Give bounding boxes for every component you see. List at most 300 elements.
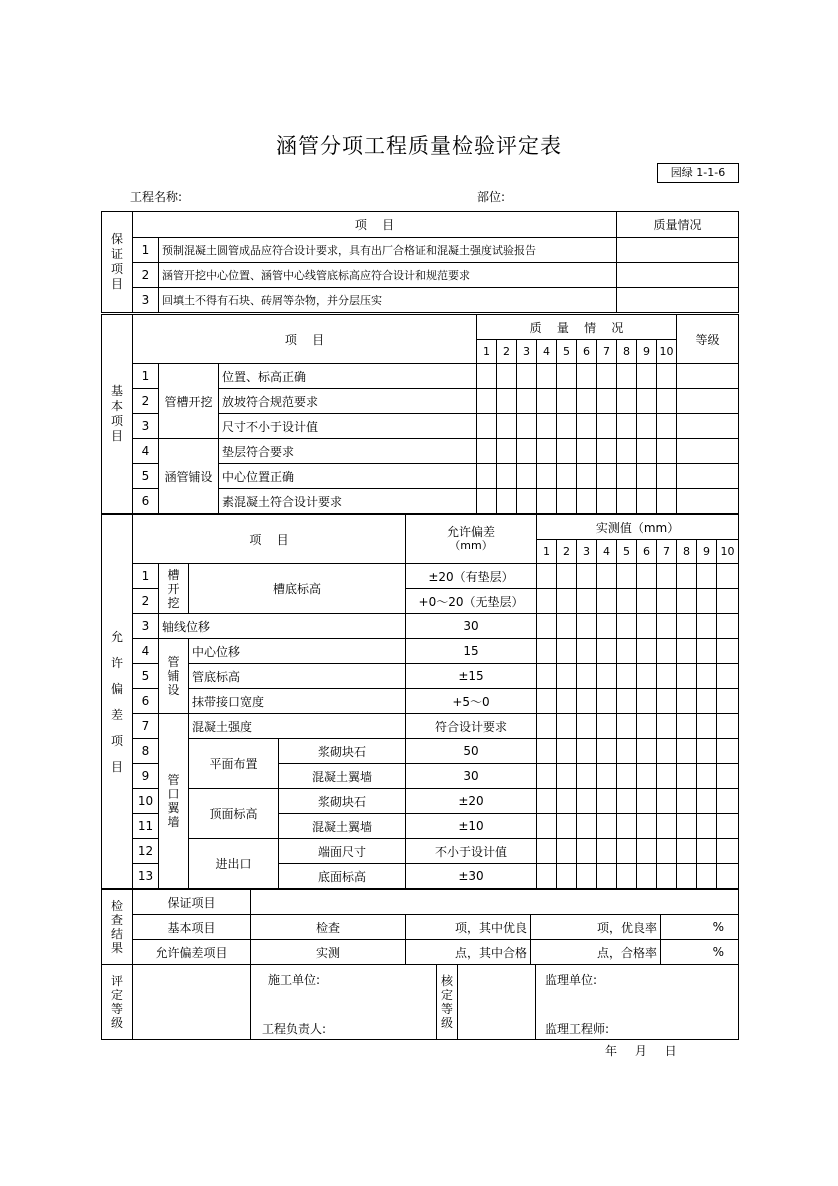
- result-basic-check: 检查: [251, 915, 406, 940]
- basic-quality-cell[interactable]: [617, 364, 637, 389]
- result-guarantee-value[interactable]: [251, 890, 739, 915]
- basic-grade-cell[interactable]: [677, 489, 739, 514]
- basic-row-text: 尺寸不小于设计值: [219, 414, 477, 439]
- basic-row-no: 5: [133, 464, 159, 489]
- basic-row-no: 1: [133, 364, 159, 389]
- deviation-row-no: 11: [133, 814, 159, 839]
- basic-quality-cell[interactable]: [597, 414, 617, 439]
- measured-value-cell[interactable]: [697, 639, 717, 664]
- basic-quality-cell[interactable]: [537, 364, 557, 389]
- form-code-badge: 园绿 1-1-6: [657, 163, 739, 183]
- basic-quality-cell[interactable]: [597, 489, 617, 514]
- deviation-subitem: 浆砌块石: [279, 739, 406, 764]
- measured-value-cell[interactable]: [537, 614, 557, 639]
- measured-value-cell[interactable]: [537, 739, 557, 764]
- basic-quality-cell[interactable]: [637, 389, 657, 414]
- measured-value-cell[interactable]: [557, 814, 577, 839]
- measured-value-cell[interactable]: [697, 864, 717, 889]
- measured-value-cell[interactable]: [697, 764, 717, 789]
- basic-items-table: [101, 314, 739, 514]
- deviation-item: 抹带接口宽度: [189, 689, 406, 714]
- basic-quality-cell[interactable]: [477, 489, 497, 514]
- measured-value-cell[interactable]: [577, 839, 597, 864]
- measured-value-cell[interactable]: [677, 789, 697, 814]
- basic-quality-cell[interactable]: [517, 389, 537, 414]
- measured-value-cell[interactable]: [537, 764, 557, 789]
- measured-value-cell[interactable]: [577, 639, 597, 664]
- measured-value-cell[interactable]: [557, 714, 577, 739]
- basic-col-header: 6: [577, 340, 597, 364]
- measured-col-header: 7: [657, 540, 677, 564]
- measured-value-cell[interactable]: [597, 664, 617, 689]
- basic-quality-cell[interactable]: [477, 364, 497, 389]
- measured-value-cell[interactable]: [637, 739, 657, 764]
- basic-row-text: 素混凝土符合设计要求: [219, 489, 477, 514]
- basic-quality-cell[interactable]: [617, 439, 637, 464]
- basic-quality-cell[interactable]: [517, 439, 537, 464]
- basic-grade-cell[interactable]: [677, 464, 739, 489]
- measured-value-cell[interactable]: [597, 764, 617, 789]
- basic-quality-cell[interactable]: [657, 414, 677, 439]
- measured-value-cell[interactable]: [577, 739, 597, 764]
- measured-value-cell[interactable]: [697, 689, 717, 714]
- measured-value-cell[interactable]: [657, 764, 677, 789]
- deviation-subgroup: 顶面标高: [189, 789, 279, 839]
- guarantee-header-item: 项 目: [133, 212, 617, 238]
- measured-value-cell[interactable]: [677, 639, 697, 664]
- guarantee-row-no: 3: [133, 288, 159, 313]
- measured-value-cell[interactable]: [577, 689, 597, 714]
- deviation-subgroup: 进出口: [189, 839, 279, 889]
- basic-quality-cell[interactable]: [537, 464, 557, 489]
- measured-col-header: 8: [677, 540, 697, 564]
- measured-value-cell[interactable]: [697, 664, 717, 689]
- basic-quality-cell[interactable]: [537, 389, 557, 414]
- basic-quality-cell[interactable]: [597, 364, 617, 389]
- measured-value-cell[interactable]: [617, 714, 637, 739]
- measured-value-cell[interactable]: [557, 614, 577, 639]
- basic-quality-cell[interactable]: [497, 464, 517, 489]
- basic-quality-cell[interactable]: [497, 389, 517, 414]
- measured-value-cell[interactable]: [577, 589, 597, 614]
- basic-row-text: 中心位置正确: [219, 464, 477, 489]
- measured-value-cell[interactable]: [717, 639, 739, 664]
- basic-grade-cell[interactable]: [677, 364, 739, 389]
- measured-value-cell[interactable]: [617, 739, 637, 764]
- measured-value-cell[interactable]: [577, 714, 597, 739]
- basic-quality-cell[interactable]: [557, 414, 577, 439]
- tolerance-value: 不小于设计值: [406, 839, 537, 864]
- measured-col-header: 3: [577, 540, 597, 564]
- deviation-row-no: 6: [133, 689, 159, 714]
- deviation-item: 混凝土强度: [189, 714, 406, 739]
- measured-value-cell[interactable]: [637, 714, 657, 739]
- measured-value-cell[interactable]: [657, 589, 677, 614]
- basic-quality-cell[interactable]: [657, 389, 677, 414]
- basic-group-name: 管槽开挖: [159, 364, 219, 439]
- basic-quality-cell[interactable]: [657, 464, 677, 489]
- basic-quality-cell[interactable]: [537, 414, 557, 439]
- measured-value-cell[interactable]: [677, 839, 697, 864]
- tolerance-value: +0～20（无垫层）: [406, 589, 537, 614]
- measured-value-cell[interactable]: [697, 789, 717, 814]
- measured-value-cell[interactable]: [597, 739, 617, 764]
- deviation-row-no: 10: [133, 789, 159, 814]
- measured-value-cell[interactable]: [697, 564, 717, 589]
- basic-col-header: 8: [617, 340, 637, 364]
- deviation-item: 管底标高: [189, 664, 406, 689]
- measured-value-cell[interactable]: [557, 739, 577, 764]
- measured-value-cell[interactable]: [717, 864, 739, 889]
- measured-value-cell[interactable]: [597, 714, 617, 739]
- verify-grade-cell[interactable]: [458, 965, 536, 1040]
- measured-value-cell[interactable]: [677, 764, 697, 789]
- measured-value-cell[interactable]: [657, 864, 677, 889]
- measured-value-cell[interactable]: [677, 714, 697, 739]
- basic-quality-cell[interactable]: [497, 414, 517, 439]
- measured-value-cell[interactable]: [537, 639, 557, 664]
- measured-value-cell[interactable]: [677, 864, 697, 889]
- basic-grade-cell[interactable]: [677, 414, 739, 439]
- basic-quality-cell[interactable]: [557, 389, 577, 414]
- measured-value-cell[interactable]: [557, 639, 577, 664]
- basic-col-header: 9: [637, 340, 657, 364]
- basic-quality-cell[interactable]: [497, 489, 517, 514]
- measured-value-cell[interactable]: [657, 814, 677, 839]
- basic-quality-cell[interactable]: [497, 364, 517, 389]
- basic-quality-cell[interactable]: [517, 364, 537, 389]
- result-deviation-percent: %: [661, 940, 739, 965]
- result-deviation-pass: 点，其中合格: [406, 940, 531, 965]
- guarantee-row-text: 回填土不得有石块、砖屑等杂物，并分层压实: [159, 288, 617, 313]
- measured-value-cell[interactable]: [677, 614, 697, 639]
- measured-value-cell[interactable]: [717, 739, 739, 764]
- tolerance-value: 30: [406, 614, 537, 639]
- tolerance-value: ±10: [406, 814, 537, 839]
- rating-grade-cell[interactable]: [133, 965, 251, 1040]
- measured-value-cell[interactable]: [577, 764, 597, 789]
- basic-quality-cell[interactable]: [577, 464, 597, 489]
- measured-value-cell[interactable]: [557, 839, 577, 864]
- measured-value-cell[interactable]: [657, 839, 677, 864]
- basic-quality-cell[interactable]: [637, 464, 657, 489]
- basic-quality-cell[interactable]: [637, 364, 657, 389]
- measured-value-cell[interactable]: [657, 614, 677, 639]
- guarantee-row-no: 1: [133, 238, 159, 263]
- measured-value-cell[interactable]: [617, 689, 637, 714]
- guarantee-items-table: [101, 211, 739, 313]
- measured-value-cell[interactable]: [537, 789, 557, 814]
- rating-table: [101, 964, 739, 1040]
- basic-row-text: 垫层符合要求: [219, 439, 477, 464]
- measured-value-cell[interactable]: [637, 564, 657, 589]
- measured-value-cell[interactable]: [697, 814, 717, 839]
- measured-value-cell[interactable]: [677, 664, 697, 689]
- basic-header-quality: 质 量 情 况: [477, 315, 677, 340]
- deviation-subitem: 混凝土翼墙: [279, 764, 406, 789]
- measured-value-cell[interactable]: [657, 664, 677, 689]
- basic-quality-cell[interactable]: [537, 439, 557, 464]
- measured-value-cell[interactable]: [617, 664, 637, 689]
- measured-value-cell[interactable]: [717, 839, 739, 864]
- basic-quality-cell[interactable]: [637, 414, 657, 439]
- tolerance-value: ±20: [406, 789, 537, 814]
- measured-value-cell[interactable]: [557, 664, 577, 689]
- deviation-row-no: 1: [133, 564, 159, 589]
- measured-value-cell[interactable]: [697, 614, 717, 639]
- measured-value-cell[interactable]: [557, 864, 577, 889]
- measured-value-cell[interactable]: [537, 564, 557, 589]
- measured-value-cell[interactable]: [637, 589, 657, 614]
- measured-value-cell[interactable]: [657, 564, 677, 589]
- tolerance-value: 符合设计要求: [406, 714, 537, 739]
- basic-quality-cell[interactable]: [657, 489, 677, 514]
- measured-value-cell[interactable]: [597, 564, 617, 589]
- guarantee-row-text: 预制混凝土圆管成品应符合设计要求，具有出厂合格证和混凝土强度试验报告: [159, 238, 617, 263]
- measured-value-cell[interactable]: [637, 689, 657, 714]
- basic-quality-cell[interactable]: [617, 414, 637, 439]
- basic-quality-cell[interactable]: [577, 414, 597, 439]
- deviation-row-no: 4: [133, 639, 159, 664]
- basic-quality-cell[interactable]: [657, 364, 677, 389]
- measured-value-cell[interactable]: [597, 639, 617, 664]
- basic-quality-cell[interactable]: [497, 439, 517, 464]
- measured-value-cell[interactable]: [677, 564, 697, 589]
- measured-value-cell[interactable]: [637, 814, 657, 839]
- deviation-item: 轴线位移: [159, 614, 406, 639]
- measured-value-cell[interactable]: [677, 589, 697, 614]
- verify-grade-side-label: 核定等级: [437, 965, 458, 1040]
- result-deviation-measured: 实测: [251, 940, 406, 965]
- measured-value-cell[interactable]: [537, 839, 557, 864]
- tolerance-value: ±15: [406, 664, 537, 689]
- measured-col-header: 2: [557, 540, 577, 564]
- measured-value-cell[interactable]: [577, 564, 597, 589]
- result-basic-rate: 项，优良率: [531, 915, 661, 940]
- basic-quality-cell[interactable]: [577, 389, 597, 414]
- measured-value-cell[interactable]: [617, 564, 637, 589]
- measured-value-cell[interactable]: [697, 714, 717, 739]
- basic-row-no: 4: [133, 439, 159, 464]
- basic-quality-cell[interactable]: [597, 439, 617, 464]
- measured-value-cell[interactable]: [717, 764, 739, 789]
- measured-value-cell[interactable]: [717, 714, 739, 739]
- result-side-label: 检查结果: [102, 890, 133, 965]
- measured-value-cell[interactable]: [617, 814, 637, 839]
- measured-value-cell[interactable]: [597, 589, 617, 614]
- measured-value-cell[interactable]: [717, 689, 739, 714]
- measured-value-cell[interactable]: [617, 764, 637, 789]
- basic-col-header: 10: [657, 340, 677, 364]
- basic-quality-cell[interactable]: [597, 464, 617, 489]
- measured-value-cell[interactable]: [657, 639, 677, 664]
- measured-value-cell[interactable]: [677, 689, 697, 714]
- basic-quality-cell[interactable]: [637, 489, 657, 514]
- result-guarantee-label: 保证项目: [133, 890, 251, 915]
- basic-quality-cell[interactable]: [597, 389, 617, 414]
- measured-col-header: 6: [637, 540, 657, 564]
- basic-quality-cell[interactable]: [557, 464, 577, 489]
- guarantee-quality-cell[interactable]: [617, 238, 739, 263]
- basic-quality-cell[interactable]: [517, 464, 537, 489]
- deviation-row-no: 13: [133, 864, 159, 889]
- tolerance-value: 50: [406, 739, 537, 764]
- basic-row-no: 6: [133, 489, 159, 514]
- basic-quality-cell[interactable]: [517, 414, 537, 439]
- deviation-row-no: 2: [133, 589, 159, 614]
- basic-quality-cell[interactable]: [577, 439, 597, 464]
- group-pipe-laying: 管铺设: [159, 639, 189, 714]
- measured-value-cell[interactable]: [637, 864, 657, 889]
- basic-grade-cell[interactable]: [677, 439, 739, 464]
- construction-signature-cell: [251, 965, 437, 1040]
- measured-value-cell[interactable]: [597, 814, 617, 839]
- measured-value-cell[interactable]: [637, 764, 657, 789]
- measured-value-cell[interactable]: [697, 589, 717, 614]
- basic-quality-cell[interactable]: [557, 489, 577, 514]
- result-deviation-label: 允许偏差项目: [133, 940, 251, 965]
- measured-value-cell[interactable]: [657, 739, 677, 764]
- measured-value-cell[interactable]: [537, 814, 557, 839]
- basic-quality-cell[interactable]: [617, 489, 637, 514]
- construction-unit-label: 施工单位:: [268, 973, 321, 987]
- measured-value-cell[interactable]: [597, 789, 617, 814]
- measured-value-cell[interactable]: [537, 864, 557, 889]
- result-basic-excellent: 项，其中优良: [406, 915, 531, 940]
- deviation-subitem: 混凝土翼墙: [279, 814, 406, 839]
- basic-quality-cell[interactable]: [477, 414, 497, 439]
- measured-value-cell[interactable]: [577, 814, 597, 839]
- basic-quality-cell[interactable]: [477, 439, 497, 464]
- check-result-table: [101, 889, 739, 965]
- result-basic-percent: %: [661, 915, 739, 940]
- measured-value-cell[interactable]: [637, 639, 657, 664]
- measured-value-cell[interactable]: [717, 564, 739, 589]
- basic-quality-cell[interactable]: [577, 489, 597, 514]
- deviation-subitem: 端面尺寸: [279, 839, 406, 864]
- measured-value-cell[interactable]: [697, 739, 717, 764]
- measured-value-cell[interactable]: [657, 789, 677, 814]
- guarantee-header-quality: 质量情况: [617, 212, 739, 238]
- basic-quality-cell[interactable]: [537, 489, 557, 514]
- measured-value-cell[interactable]: [537, 689, 557, 714]
- basic-quality-cell[interactable]: [477, 389, 497, 414]
- basic-quality-cell[interactable]: [557, 439, 577, 464]
- basic-side-label: 基本项目: [102, 315, 133, 514]
- measured-col-header: 1: [537, 540, 557, 564]
- deviation-subitem: 底面标高: [279, 864, 406, 889]
- measured-value-cell[interactable]: [537, 589, 557, 614]
- basic-row-no: 2: [133, 389, 159, 414]
- measured-value-cell[interactable]: [577, 614, 597, 639]
- measured-value-cell[interactable]: [577, 789, 597, 814]
- rating-side-label: 评定等级: [102, 965, 133, 1040]
- basic-group-name: 涵管铺设: [159, 439, 219, 514]
- group-pipe-wingwall: 管口翼墙: [159, 714, 189, 889]
- basic-quality-cell[interactable]: [657, 439, 677, 464]
- measured-value-cell[interactable]: [637, 839, 657, 864]
- measured-value-cell[interactable]: [617, 589, 637, 614]
- measured-value-cell[interactable]: [557, 589, 577, 614]
- measured-value-cell[interactable]: [697, 839, 717, 864]
- measured-value-cell[interactable]: [557, 764, 577, 789]
- measured-value-cell[interactable]: [577, 864, 597, 889]
- guarantee-quality-cell[interactable]: [617, 288, 739, 313]
- basic-quality-cell[interactable]: [617, 389, 637, 414]
- basic-quality-cell[interactable]: [577, 364, 597, 389]
- deviation-row-no: 8: [133, 739, 159, 764]
- measured-value-cell[interactable]: [717, 814, 739, 839]
- measured-value-cell[interactable]: [617, 614, 637, 639]
- measured-value-cell[interactable]: [617, 839, 637, 864]
- deviation-item: 槽底标高: [189, 564, 406, 614]
- basic-grade-cell[interactable]: [677, 389, 739, 414]
- basic-quality-cell[interactable]: [477, 464, 497, 489]
- basic-col-header: 7: [597, 340, 617, 364]
- measured-value-cell[interactable]: [637, 789, 657, 814]
- deviation-row-no: 12: [133, 839, 159, 864]
- basic-quality-cell[interactable]: [637, 439, 657, 464]
- measured-value-cell[interactable]: [537, 664, 557, 689]
- basic-row-no: 3: [133, 414, 159, 439]
- group-trench-excavation: 槽开挖: [159, 564, 189, 614]
- supervision-signature-cell: [536, 965, 739, 1040]
- tolerance-header-line2: （mm）: [449, 539, 493, 552]
- measured-value-cell[interactable]: [717, 614, 739, 639]
- measured-value-cell[interactable]: [637, 614, 657, 639]
- measured-value-cell[interactable]: [557, 689, 577, 714]
- basic-col-header: 1: [477, 340, 497, 364]
- guarantee-side-label: 保证项目: [102, 212, 133, 313]
- measured-value-cell[interactable]: [597, 614, 617, 639]
- tolerance-header-line1: 允许偏差: [447, 525, 496, 539]
- measured-value-cell[interactable]: [657, 714, 677, 739]
- deviation-header-item: 项 目: [133, 515, 406, 564]
- measured-value-cell[interactable]: [557, 789, 577, 814]
- basic-quality-cell[interactable]: [557, 364, 577, 389]
- tolerance-value: ±30: [406, 864, 537, 889]
- date-line: 年 月 日: [605, 1044, 677, 1058]
- measured-value-cell[interactable]: [557, 564, 577, 589]
- tolerance-value: 15: [406, 639, 537, 664]
- measured-value-cell[interactable]: [617, 864, 637, 889]
- measured-value-cell[interactable]: [617, 639, 637, 664]
- measured-value-cell[interactable]: [717, 664, 739, 689]
- measured-value-cell[interactable]: [657, 689, 677, 714]
- guarantee-quality-cell[interactable]: [617, 263, 739, 288]
- measured-col-header: 9: [697, 540, 717, 564]
- basic-quality-cell[interactable]: [617, 464, 637, 489]
- measured-value-cell[interactable]: [617, 789, 637, 814]
- measured-value-cell[interactable]: [597, 864, 617, 889]
- measured-value-cell[interactable]: [717, 789, 739, 814]
- deviation-item: 中心位移: [189, 639, 406, 664]
- measured-value-cell[interactable]: [637, 664, 657, 689]
- basic-quality-cell[interactable]: [517, 489, 537, 514]
- result-basic-label: 基本项目: [133, 915, 251, 940]
- guarantee-row-text: 涵管开挖中心位置、涵管中心线管底标高应符合设计和规范要求: [159, 263, 617, 288]
- basic-col-header: 5: [557, 340, 577, 364]
- measured-value-cell[interactable]: [577, 664, 597, 689]
- supervision-unit-label: 监理单位:: [545, 973, 598, 987]
- measured-value-cell[interactable]: [677, 814, 697, 839]
- measured-value-cell[interactable]: [597, 839, 617, 864]
- measured-value-cell[interactable]: [537, 714, 557, 739]
- measured-value-cell[interactable]: [677, 739, 697, 764]
- measured-value-cell[interactable]: [717, 589, 739, 614]
- tolerance-value: +5～0: [406, 689, 537, 714]
- measured-value-cell[interactable]: [597, 689, 617, 714]
